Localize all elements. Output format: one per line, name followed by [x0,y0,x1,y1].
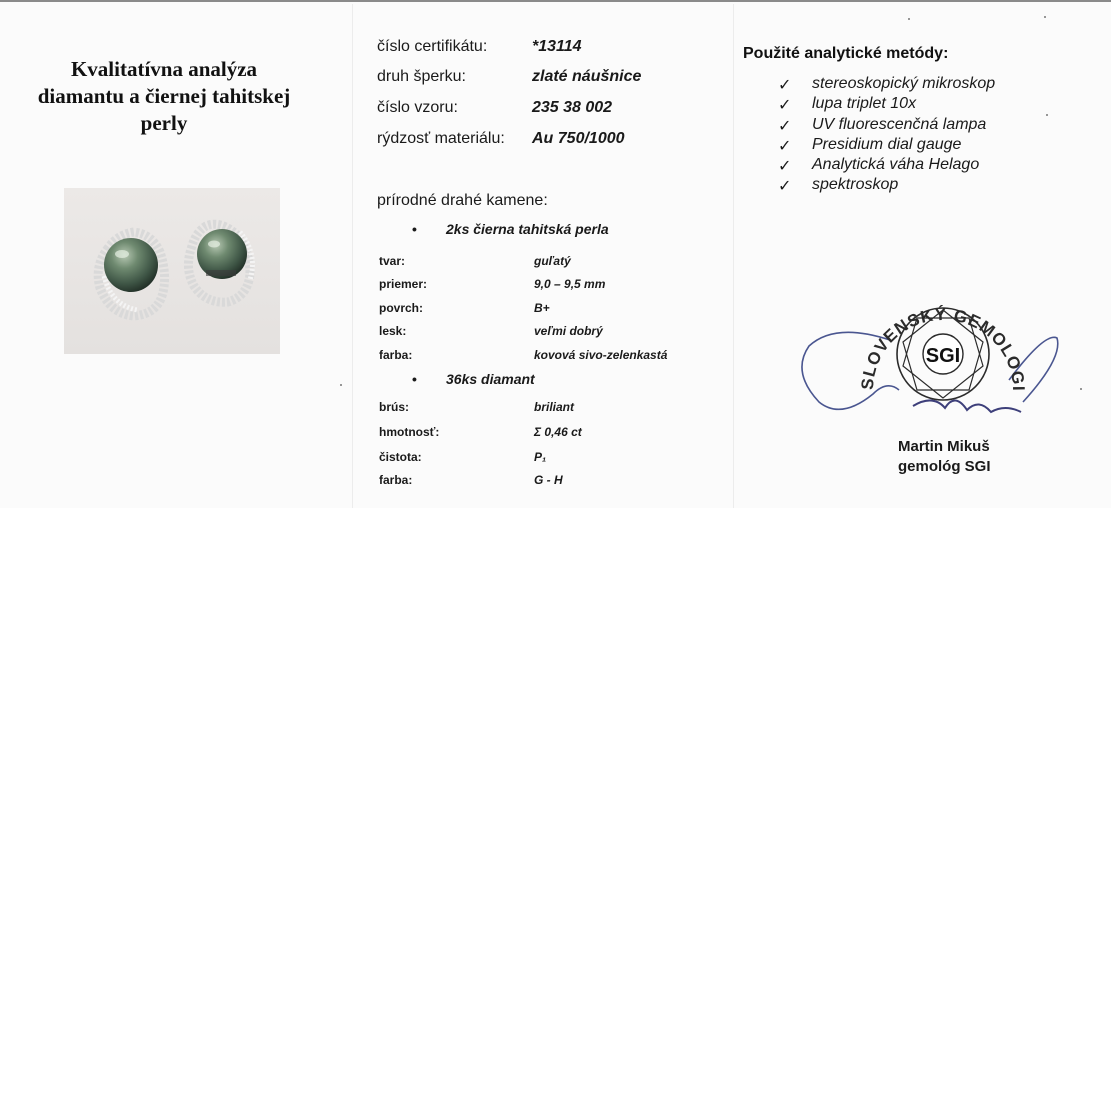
top-border-line [0,0,1111,2]
checkmark-icon: ✓ [778,178,792,195]
scan-speck [1080,388,1082,390]
method-text: UV fluorescenčná lampa [812,116,987,133]
left-earring [98,232,164,316]
checkmark-icon: ✓ [778,158,792,175]
certificate-number-value: *13114 [532,38,582,55]
method-text: Presidium dial gauge [812,136,962,153]
stones-heading: prírodné drahé kamene: [377,192,548,209]
material-purity-label: rýdzosť materiálu: [377,130,505,147]
method-text: stereoskopický mikroskop [812,75,996,92]
scan-speck [1044,16,1046,18]
bullet-icon: • [412,221,417,237]
pearl-surface-label: povrch: [379,301,424,315]
jewelry-type-value: zlaté náušnice [532,68,642,85]
title-line-3: perly [140,111,188,135]
diamond-title: 36ks diamant [446,371,535,387]
seal-stamp-icon [788,247,1065,452]
pearl-color-value: kovová sivo-zelenkastá [534,348,668,362]
right-earring [188,224,252,302]
material-purity-value: Au 750/1000 [532,130,625,147]
pearl-surface-value: B+ [534,301,550,315]
checkmark-icon: ✓ [778,138,792,155]
institute-seal [788,247,1065,452]
pearl-shape-label: tvar: [379,254,406,268]
pattern-number-label: číslo vzoru: [377,99,458,116]
pearl-diameter-label: priemer: [379,277,428,291]
column-divider-left [352,4,353,508]
signer-block [898,437,1028,477]
pearl-color-label: farba: [379,348,413,362]
diamond-cut-label: brús: [379,400,409,414]
pearl-luster-label: lesk: [379,324,407,338]
checkmark-icon: ✓ [778,77,792,94]
certificate-number-label: číslo certifikátu: [377,38,488,55]
pattern-number-value: 235 38 002 [532,99,613,116]
earrings-photo [64,188,280,354]
checkmark-icon: ✓ [778,97,792,114]
diamond-clarity-label: čistota: [379,450,422,464]
method-text: lupa triplet 10x [812,95,917,112]
bullet-icon: • [412,371,417,387]
diamond-color-label: farba: [379,473,413,487]
checkmark-icon: ✓ [778,118,792,135]
method-text: spektroskop [812,176,899,193]
seal-ring-text: SLOVENSKÝ GEMOLOGICKÝ INŠTITÚT [788,247,1029,392]
diamond-clarity-value: P₁ [534,450,547,464]
jewelry-type-label: druh šperku: [377,68,466,85]
signer-name: Martin Mikuš [898,438,990,455]
title-line-2: diamantu a čiernej tahitskej [37,84,291,108]
title-line-1: Kvalitatívna analýza [70,57,258,81]
diamond-color-value: G - H [534,473,563,487]
methods-heading: Použité analytické metódy: [743,45,949,62]
method-text: Analytická váha Helago [812,156,980,173]
seal-center-text: SGI [925,345,961,367]
pearl-diameter-value: 9,0 – 9,5 mm [534,277,606,291]
scan-speck [340,384,342,386]
signer-role: gemológ SGI [898,458,991,475]
pearl-luster-value: veľmi dobrý [534,324,603,338]
document-title [18,56,310,137]
certificate-card [0,0,1111,508]
diamond-weight-label: hmotnosť: [379,425,440,439]
pearl-shape-value: guľatý [534,254,571,268]
diamond-weight-value: Σ 0,46 ct [534,425,582,439]
pearl-title: 2ks čierna tahitská perla [446,221,609,237]
diamond-cut-value: briliant [534,400,575,414]
scan-speck [908,18,910,20]
pearl-earrings-image [64,188,280,354]
scan-speck [1046,114,1048,116]
column-divider-right [733,4,734,508]
